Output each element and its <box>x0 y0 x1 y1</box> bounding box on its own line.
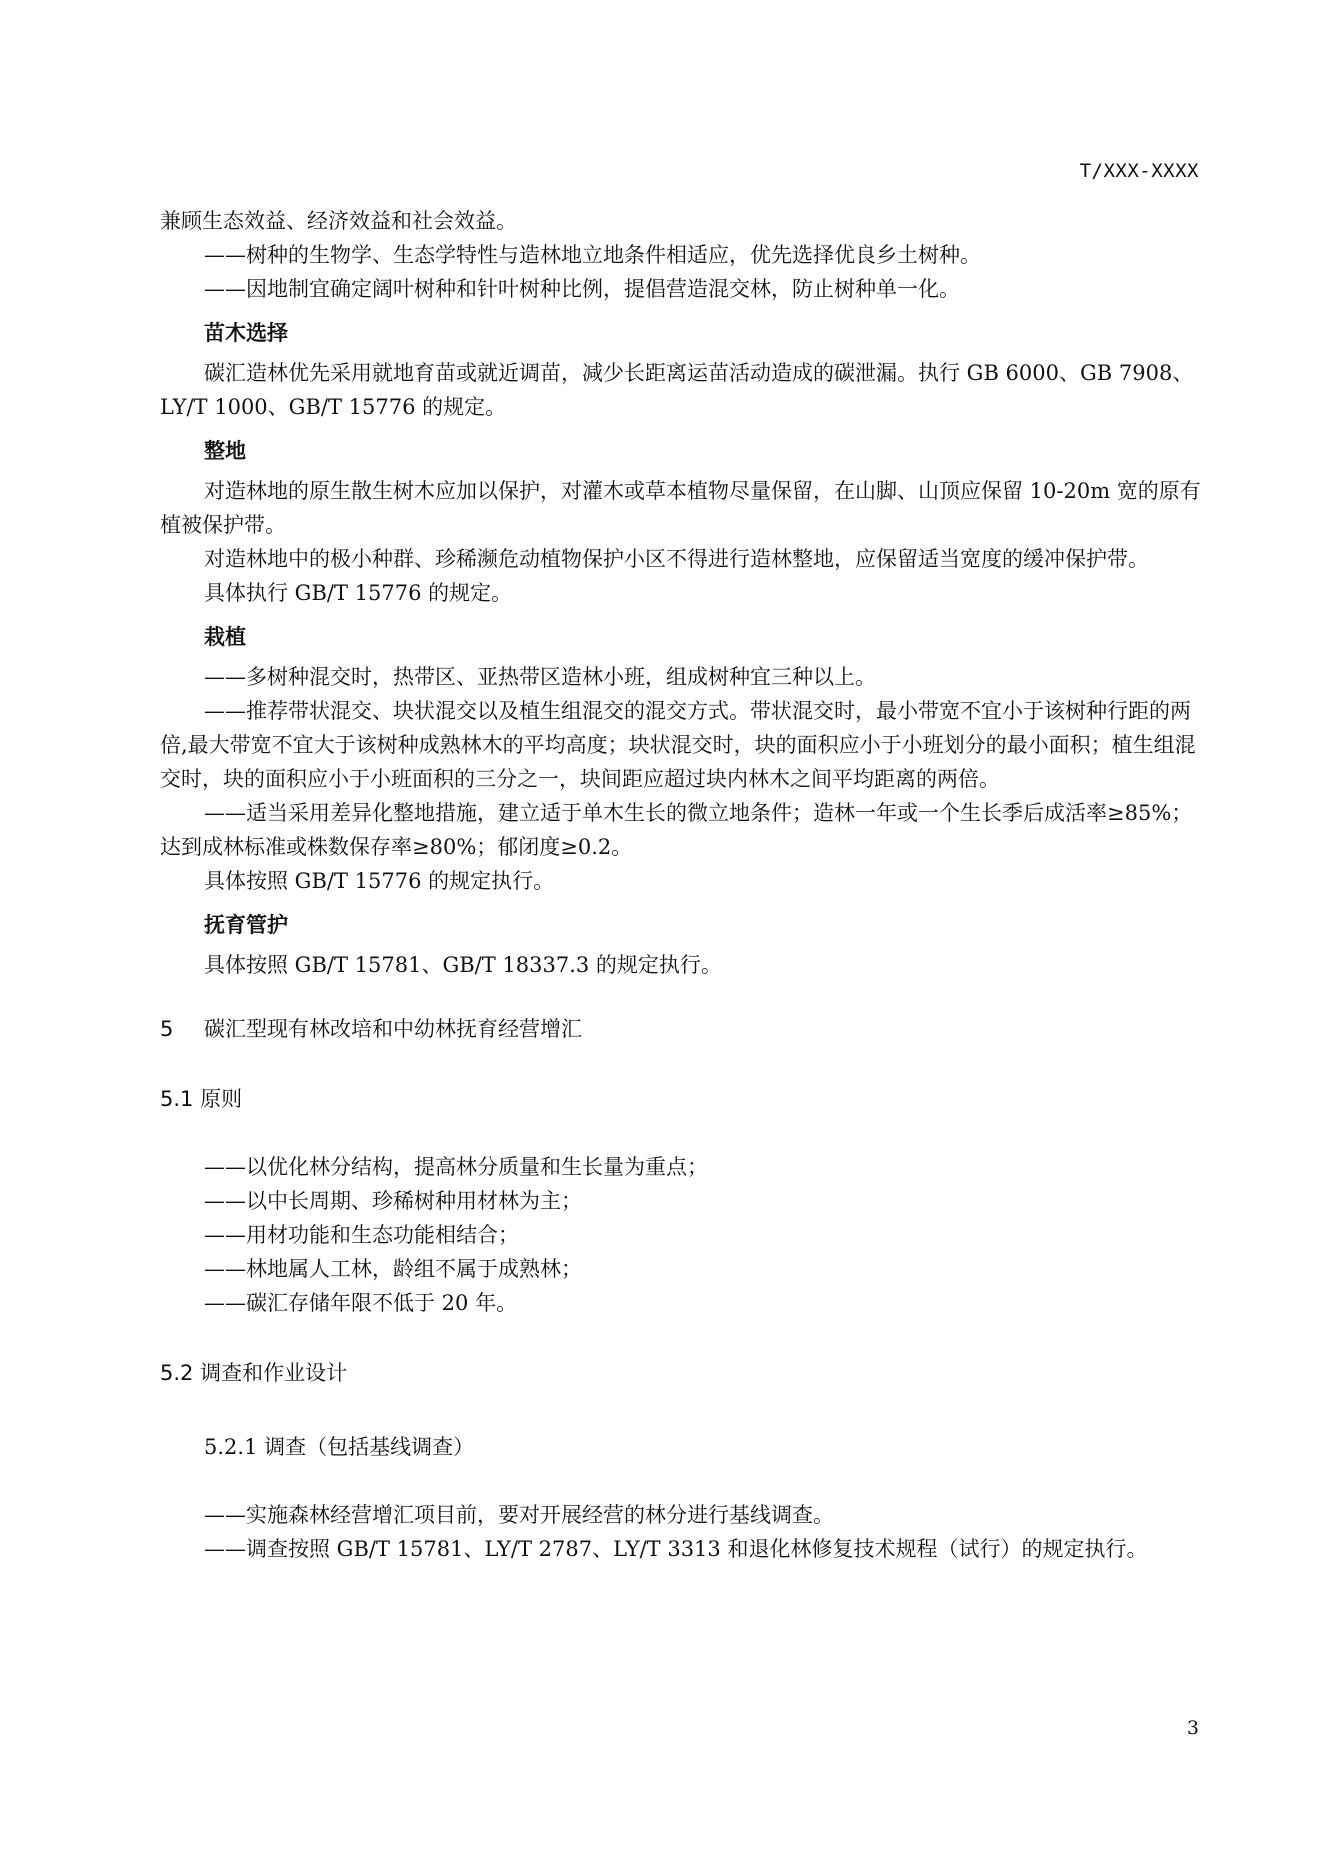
heading-tending: 抚育管护 <box>204 913 288 937</box>
paragraph: 具体执行 GB/T 15776 的规定。 <box>204 581 513 605</box>
subsection-number: 5.2.1 <box>204 1435 258 1459</box>
chapter-heading <box>160 1012 1206 1046</box>
paragraph: 对造林地中的极小种群、珍稀濒危动植物保护小区不得进行造林整地，应保留适当宽度的缓冲保护带。 <box>204 547 1149 571</box>
paragraph: 对造林地的原生散生树木应加以保护，对灌木或草本植物尽量保留，在山脚、山顶应保留 10-20m 宽的原有植被保护带。 <box>160 479 1201 537</box>
paragraph: 具体按照 GB/T 15776 的规定执行。 <box>204 869 555 893</box>
chapter-title: 碳汇型现有林改培和中幼林抚育经营增汇 <box>204 1017 582 1041</box>
list-item: ——因地制宜确定阔叶树种和针叶树种比例，提倡营造混交林，防止树种单一化。 <box>204 277 960 301</box>
section-heading-5-1: 5.1 原则 <box>160 1087 243 1111</box>
heading-planting: 栽植 <box>204 625 246 649</box>
paragraph: 碳汇造林优先采用就地育苗或就近调苗，减少长距离运苗活动造成的碳泄漏。执行 GB 6000、GB 7908、LY/T 1000、GB/T 15776 的规定。 <box>160 361 1194 419</box>
paragraph: 兼顾生态效益、经济效益和社会效益。 <box>160 209 517 233</box>
document-body <box>160 204 1206 1566</box>
list-item: ——林地属人工林，龄组不属于成熟林； <box>204 1257 582 1281</box>
chapter-number: 5 <box>160 1017 174 1041</box>
list-item: ——适当采用差异化整地措施，建立适于单木生长的微立地条件；造林一年或一个生长季后成活率≥85%；达到成林标准或株数保存率≥80%；郁闭度≥0.2。 <box>160 801 1193 859</box>
list-item: ——用材功能和生态功能相结合； <box>204 1223 519 1247</box>
page-number: 3 <box>1186 1717 1199 1739</box>
list-item: ——以中长周期、珍稀树种用材林为主； <box>204 1189 582 1213</box>
subsection-heading-5-2-1 <box>160 1430 1206 1464</box>
heading-seedling: 苗木选择 <box>204 321 288 345</box>
list-item: ——实施森林经营增汇项目前，要对开展经营的林分进行基线调查。 <box>204 1503 834 1527</box>
list-item: ——推荐带状混交、块状混交以及植生组混交的混交方式。带状混交时，最小带宽不宜小于该树种行距的两倍,最大带宽不宜大于该树种成熟林木的平均高度；块状混交时，块的面积应小于小班划分的最小面积；植生组混交时，块的面积应小于小班面积的三分之一，块间距应超过块内林木之间平均距离的两倍。 <box>160 699 1196 791</box>
document-code: T/XXX-XXXX <box>1079 160 1199 182</box>
list-item: ——树种的生物学、生态学特性与造林地立地条件相适应，优先选择优良乡土树种。 <box>204 243 981 267</box>
paragraph: 具体按照 GB/T 15781、GB/T 18337.3 的规定执行。 <box>204 953 722 977</box>
list-item: ——碳汇存储年限不低于 20 年。 <box>204 1291 518 1315</box>
list-item: ——以优化林分结构，提高林分质量和生长量为重点； <box>204 1155 708 1179</box>
subsection-title: 调查（包括基线调查） <box>264 1435 475 1459</box>
list-item: ——多树种混交时，热带区、亚热带区造林小班，组成树种宜三种以上。 <box>204 665 876 689</box>
list-item: ——调查按照 GB/T 15781、LY/T 2787、LY/T 3313 和退化林修复技术规程（试行）的规定执行。 <box>204 1537 1148 1561</box>
heading-site-prep: 整地 <box>204 439 246 463</box>
section-heading-5-2: 5.2 调查和作业设计 <box>160 1361 348 1385</box>
